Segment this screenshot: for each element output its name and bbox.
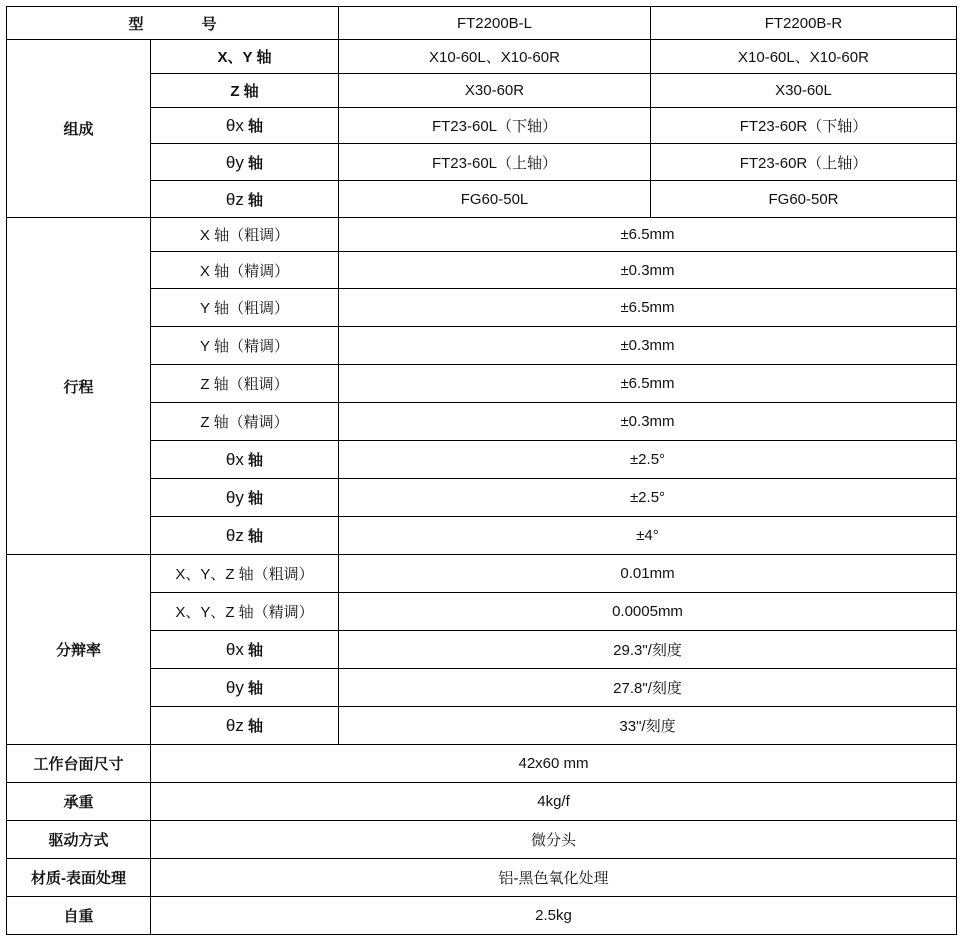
travel-axis-label: Z 轴（精调） [151,403,339,441]
axis-suffix: 轴 [243,680,264,697]
resolution-value: 27.8"/刻度 [339,669,957,707]
travel-axis-label: Y 轴（粗调） [151,289,339,327]
travel-axis-label [151,479,339,517]
travel-value: ±0.3mm [339,252,957,289]
theta-symbol: θz [225,716,244,735]
travel-value: ±6.5mm [339,218,957,252]
axis-suffix: 轴 [243,191,264,209]
misc-label: 材质-表面处理 [7,859,151,897]
model-ft2200b-l: FT2200B-L [339,7,651,40]
misc-label: 自重 [7,897,151,935]
model-header-label [7,7,339,40]
misc-value: 微分头 [151,821,957,859]
travel-value: ±2.5° [339,441,957,479]
misc-row [7,745,957,783]
theta-symbol: θx [225,450,244,469]
misc-value: 4kg/f [151,783,957,821]
resolution-value: 29.3"/刻度 [339,631,957,669]
axis-suffix: 轴 [243,490,264,507]
travel-value: ±4° [339,517,957,555]
misc-label: 驱动方式 [7,821,151,859]
misc-value: 2.5kg [151,897,957,935]
composition-right-value: FT23-60R（上轴） [651,144,957,181]
resolution-axis-label [151,707,339,745]
composition-right-value: X30-60L [651,74,957,108]
travel-axis-label [151,517,339,555]
composition-row [7,40,957,74]
travel-axis-label: Y 轴（精调） [151,327,339,365]
resolution-axis-label: X、Y、Z 轴（精调） [151,593,339,631]
resolution-group-label: 分辩率 [7,555,151,745]
resolution-value: 33"/刻度 [339,707,957,745]
misc-label: 工作台面尺寸 [7,745,151,783]
model-header-char1: 型 [128,15,144,33]
travel-axis-label: X 轴（精调） [151,252,339,289]
composition-right-value: FT23-60R（下轴） [651,108,957,144]
resolution-axis-label: X、Y、Z 轴（粗调） [151,555,339,593]
travel-value: ±0.3mm [339,403,957,441]
travel-axis-label: Z 轴（粗调） [151,365,339,403]
misc-row [7,783,957,821]
travel-axis-label: X 轴（粗调） [151,218,339,252]
theta-symbol: θz [225,526,244,545]
misc-row [7,821,957,859]
misc-value: 42x60 mm [151,745,957,783]
travel-group-label: 行程 [7,218,151,555]
theta-symbol: θy [225,152,244,172]
composition-left-value: X30-60R [339,74,651,108]
travel-row [7,218,957,252]
resolution-axis-label [151,631,339,669]
misc-label: 承重 [7,783,151,821]
axis-suffix: 轴 [243,528,264,545]
composition-axis-label: X、Y 轴 [151,40,339,74]
composition-left-value: X10-60L、X10-60R [339,40,651,74]
misc-value: 铝-黑色氧化处理 [151,859,957,897]
composition-group-label: 组成 [7,40,151,218]
composition-left-value: FG60-50L [339,181,651,218]
axis-suffix: 轴 [243,642,264,659]
axis-suffix: 轴 [243,118,264,135]
composition-right-value: X10-60L、X10-60R [651,40,957,74]
composition-left-value: FT23-60L（上轴） [339,144,651,181]
misc-row [7,859,957,897]
axis-suffix: 轴 [243,452,264,469]
resolution-row [7,555,957,593]
composition-right-value: FG60-50R [651,181,957,218]
composition-axis-label: Z 轴 [151,74,339,108]
axis-suffix: 轴 [243,718,264,735]
travel-value: ±6.5mm [339,289,957,327]
resolution-value: 0.01mm [339,555,957,593]
axis-suffix: 轴 [243,154,264,172]
theta-symbol: θx [225,116,244,135]
composition-axis-label [151,108,339,144]
travel-value: ±2.5° [339,479,957,517]
model-ft2200b-r: FT2200B-R [651,7,957,40]
theta-symbol: θz [225,189,244,209]
travel-value: ±6.5mm [339,365,957,403]
spec-table [6,6,957,935]
misc-row [7,897,957,935]
resolution-value: 0.0005mm [339,593,957,631]
header-row [7,7,957,40]
composition-axis-label [151,144,339,181]
travel-value: ±0.3mm [339,327,957,365]
theta-symbol: θy [225,488,244,507]
travel-axis-label [151,441,339,479]
theta-symbol: θx [225,640,244,659]
resolution-axis-label [151,669,339,707]
theta-symbol: θy [225,678,244,697]
composition-axis-label [151,181,339,218]
model-header-char2: 号 [201,15,217,33]
composition-left-value: FT23-60L（下轴） [339,108,651,144]
